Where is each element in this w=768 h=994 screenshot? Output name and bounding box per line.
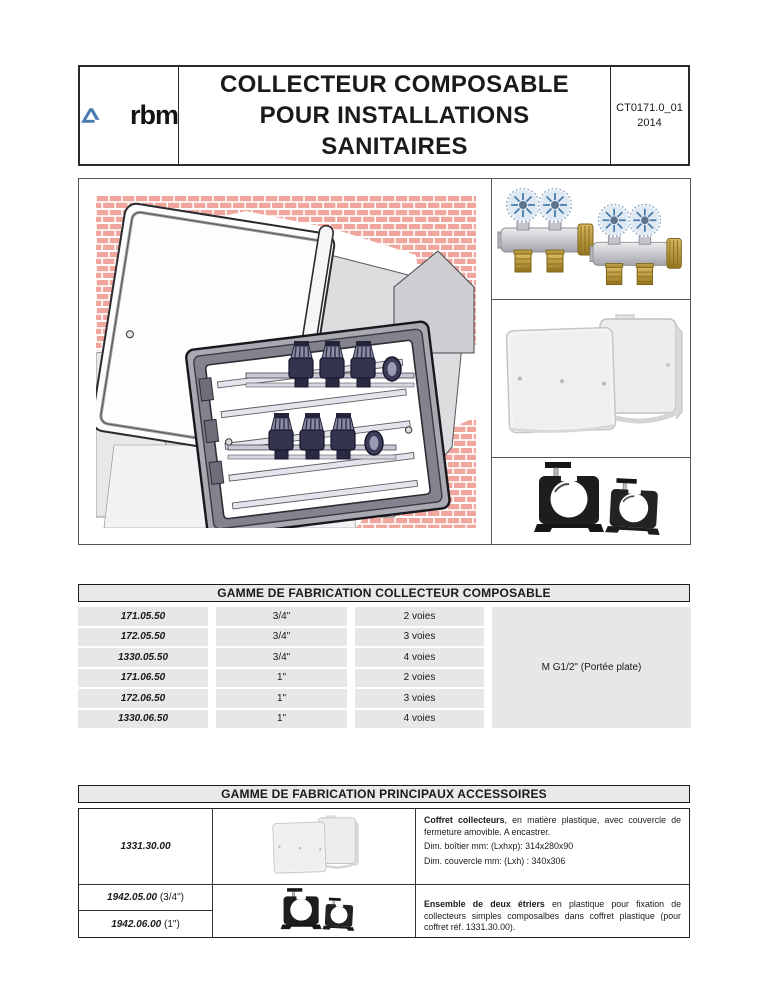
accessory-code: 1942.06.00 (1") [111, 919, 180, 931]
accessory-name: Coffret collecteurs [424, 815, 505, 825]
document-code-cell [611, 67, 688, 164]
product-photo-manifolds [492, 179, 690, 300]
plastic-box-thumb-icon [264, 811, 364, 883]
table-row-ways: 3 voies [355, 628, 484, 647]
product-photo-clips [492, 458, 690, 544]
accessory-description: Coffret collecteurs, en matière plastique, avec couvercle de fermeture amovible. A encastrer. Dim. boîtier mm: (Lxhxp): 314x280x90 Dim. couvercle mm: (Lxh) : 340x306 [416, 809, 689, 885]
document-year: 2014 [637, 116, 662, 129]
table-row-ways: 2 voies [355, 607, 484, 626]
logo-text: rbm [129, 100, 178, 130]
product-photo-column [491, 179, 690, 544]
dimension-line: Dim. boîtier mm: (Lxhxp): 314x280x90 [424, 841, 574, 852]
table-row-size: 3/4" [216, 648, 347, 667]
header [78, 65, 690, 166]
plastic-box-photo-icon [496, 305, 686, 453]
document-code: CT0171.0_01 [616, 101, 683, 114]
document-title [179, 67, 611, 164]
title-line-3: SANITAIRES [321, 133, 468, 160]
accessories-table-title: GAMME DE FABRICATION PRINCIPAUX ACCESSOIRES [78, 785, 690, 803]
gamme-table-title: GAMME DE FABRICATION COLLECTEUR COMPOSABLE [78, 584, 690, 602]
clips-photo-icon [501, 460, 681, 542]
table-row-size: 1" [216, 669, 347, 688]
table-row-code: 172.05.50 [78, 628, 208, 647]
accessory-image-clips [213, 885, 416, 938]
accessory-name: Ensemble de deux étriers [424, 899, 545, 909]
dimension-line: Dim. couvercle mm: (Lxh) : 340x306 [424, 855, 566, 866]
table-row-ways: 3 voies [355, 689, 484, 708]
table-row-code: 1330.05.50 [78, 648, 208, 667]
accessory-code: 1331.30.00 [79, 809, 213, 885]
accessory-image-box [213, 809, 416, 885]
accessory-code: 1942.05.00 (3/4") [79, 885, 212, 911]
accessory-codes [79, 885, 213, 938]
table-row-ways: 4 voies [355, 648, 484, 667]
table-row-size: 1" [216, 710, 347, 729]
main-figure [78, 178, 691, 545]
logo-cell [80, 67, 179, 164]
connection-spec-cell: M G1/2" (Portée plate) [492, 607, 691, 728]
title-line-2: POUR INSTALLATIONS [259, 102, 530, 129]
manifolds-photo-icon [495, 182, 687, 296]
product-photo-box [492, 300, 690, 458]
rbm-logo-icon [80, 99, 128, 133]
table-row-size: 3/4" [216, 628, 347, 647]
clips-thumb-icon [253, 887, 375, 935]
installation-illustration [79, 179, 491, 544]
table-row-size: 3/4" [216, 607, 347, 626]
accessory-description: Ensemble de deux étriers en plastique pour fixation de collecteurs simples composalbes dans coffret plastique (pour coffret réf. 1331.30.00). [424, 899, 681, 933]
table-row-code: 1330.06.50 [78, 710, 208, 729]
gamme-table [78, 607, 691, 728]
table-row-ways: 4 voies [355, 710, 484, 729]
table-row-code: 172.06.50 [78, 689, 208, 708]
accessories-table [78, 808, 690, 938]
table-row-code: 171.06.50 [78, 669, 208, 688]
wall-box-illustration-icon [96, 195, 476, 528]
table-row-code: 171.05.50 [78, 607, 208, 626]
table-row-ways: 2 voies [355, 669, 484, 688]
table-row-size: 1" [216, 689, 347, 708]
title-line-1: COLLECTEUR COMPOSABLE [220, 71, 569, 98]
